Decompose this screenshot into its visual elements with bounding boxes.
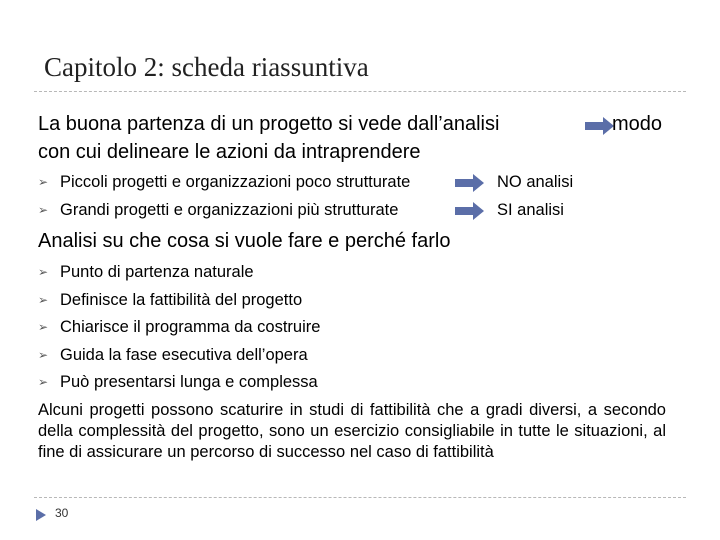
list-item (38, 315, 320, 339)
title-divider (34, 91, 686, 92)
bullet-arrow-icon: ➢ (38, 175, 49, 189)
comparison-result: SI analisi (497, 201, 564, 219)
intro-text: La buona partenza di un progetto si vede dall’analisi (38, 113, 500, 135)
bullet-arrow-icon: ➢ (38, 203, 49, 217)
intro-line-1 (38, 111, 499, 137)
bullet-arrow-icon: ➢ (38, 265, 49, 279)
list-item-text: Punto di partenza naturale (60, 263, 254, 281)
list-item (38, 370, 318, 394)
arrow-icon (455, 201, 485, 221)
bullet-arrow-icon: ➢ (38, 375, 49, 389)
arrow-icon (455, 173, 485, 193)
comparison-row-small (38, 170, 410, 194)
closing-paragraph: Alcuni progetti possono scaturire in studi di fattibilità che a gradi diversi, a secondo della complessità del progetto, sono un esercizio consigliabile in tutte le situazioni, al fine di assicurare un percorso di successo nel caso di fattibilità (38, 401, 666, 461)
intro-line-2: con cui delineare le azioni da intraprendere (38, 141, 421, 163)
list-item-text: Definisce la fattibilità del progetto (60, 291, 303, 309)
comparison-row-large (38, 198, 398, 222)
bullet-arrow-icon: ➢ (38, 348, 49, 362)
section-heading: Analisi su che cosa si vuole fare e perché farlo (38, 230, 451, 252)
arrow-icon (585, 116, 615, 136)
list-item-text: Può presentarsi lunga e complessa (60, 373, 318, 391)
page-marker-icon (36, 509, 46, 521)
bullet-arrow-icon: ➢ (38, 293, 49, 307)
bullet-arrow-icon: ➢ (38, 320, 49, 334)
comparison-label: Piccoli progetti e organizzazioni poco strutturate (60, 173, 411, 191)
comparison-label: Grandi progetti e organizzazioni più strutturate (60, 201, 399, 219)
list-item-text: Guida la fase esecutiva dell’opera (60, 346, 308, 364)
comparison-result: NO analisi (497, 173, 574, 191)
slide-title: Capitolo 2: scheda riassuntiva (44, 52, 369, 82)
page-number: 30 (55, 506, 69, 520)
list-item (38, 260, 254, 284)
footer-divider (34, 497, 686, 498)
intro-line-1-end: modo (612, 113, 663, 135)
list-item (38, 343, 308, 367)
list-item-text: Chiarisce il programma da costruire (60, 318, 321, 336)
list-item (38, 288, 302, 312)
